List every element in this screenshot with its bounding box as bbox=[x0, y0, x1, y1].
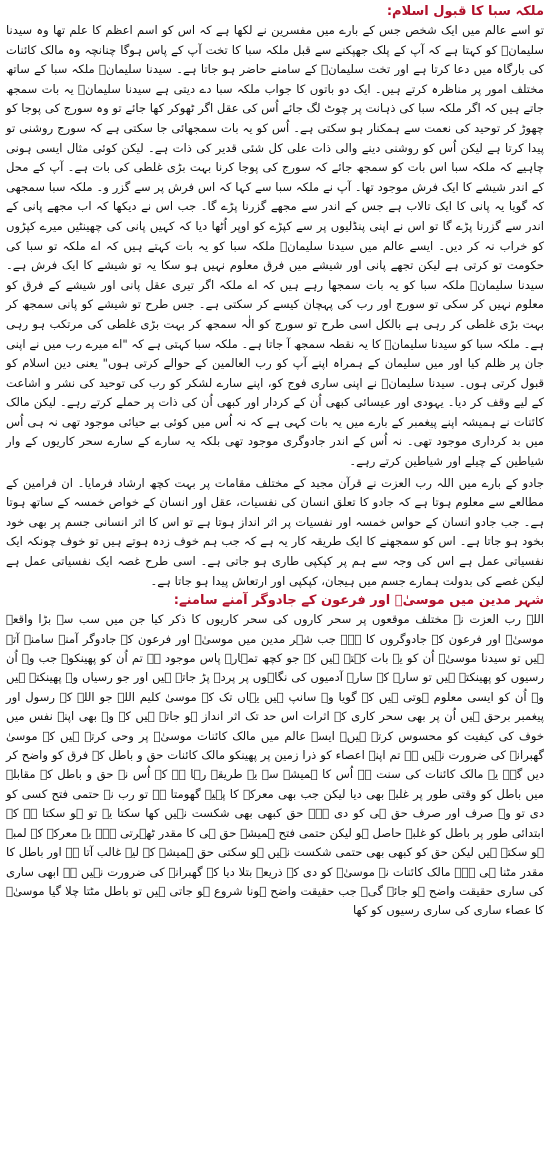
paragraph-queen-sheba: تو اسے عالم میں ایک شخص جس کے بارے میں مفسرین نے لکھا ہے کہ اس کو اسم اعظم کا علم تھا وہ سیدنا سلیمانؑ کو کہتا ہے کہ آپ کے پلک جھپکنے سے قبل ملکہ سبا کا تخت آپ کے پاس ہوگا چنانچہ وہ مالک کائنات کی بارگاہ میں دعا کرتا ہے اور تخت سلیمانؑ کے سامنے حاضر ہو جاتا ہے۔ سیدنا سلیمانؑ ملکہ سبا کے ساتھ مختلف امور پر مناظرہ کرتے ہیں۔ ایک دو باتوں کا جواب ملکہ سبا دے دیتی ہے سیدنا سلیمانؑ یہ بات سمجھ جاتے ہیں کہ اگر ملکہ سبا کی ذہانت پر چوٹ لگ جائے اُس کی عقل اگر ٹھوکر کھا جائے تو وہ سورج کی پوجا کو چھوڑ کر توحید کی نعمت سے ہمکنار ہو سکتی ہے۔ اُس کو یہ بات سمجھائی جا سکتی ہے کہ سورج روشنی تو پیدا کرتا ہے لیکن اُس کو روشنی دینے والی ذات علی کل شئی قدیر کی ذات ہے۔ لیکن کوئی مثال ایسی ہونی چاہیے کہ ملکہ سبا اس بات کو سمجھ جائے کہ سورج کی پوجا کرنا بہت بڑی غلطی کی بات ہے۔ آپ کے محل کے اندر شیشے کا ایک فرش موجود تھا۔ آپ نے ملکہ سبا سے کہا کہ اس فرش پر سے گزر و۔ ملکہ سبا سمجھی کہ گویا یہ پانی کا ایک تالاب ہے جس کے اندر سے مجھے گزرنا پڑے گا۔ جب اس نے دیکھا کہ اب مجھے پانی کے اندر سے گزرنا پڑے گا تو اس نے اپنی پنڈلیوں پر سے کپڑے کو اوپر اُٹھا دیا کہ کہیں پانی کی چھینٹیں میرے کپڑوں کو خراب نہ کر دیں۔ ایسے عالم میں سیدنا سلیمانؑ ملکہ سبا کو یہ بات کہتے ہیں کہ اے ملکہ تو سبا کی حکومت تو کرتی ہے لیکن تجھے پانی اور شیشے میں فرق معلوم نہیں ہو سکا یہ تو شیشے کا ایک فرش ہے۔ سیدنا سلیمانؑ ملکہ سبا کو یہ بات سمجھا رہے ہیں کہ اے ملکہ اگر تیری عقل پانی اور شیشے کے فرق کو معلوم نہیں کر سکی تو سورج اور رب کی پہچان کیسے کر سکتی ہے۔ جس طرح تو شیشے کو پانی سمجھ کر بہت بڑی غلطی کر رہی ہے بالکل اسی طرح تو سورج کو الٰہ سمجھ کر بہت بڑی غلطی کی مرتکب ہو رہی ہے۔ ملکہ سبا کو سیدنا سلیمانؑ کا یہ نقطہ سمجھ آ جاتا ہے۔ ملکہ سبا کہتی ہے کہ "اے میرے رب میں نے اپنی جان پر ظلم کیا اور میں سلیمان کے ہمراہ اپنے آپ کو رب العالمین کے حوالے کرتی ہوں" یعنی دین اسلام کو قبول کرتی ہوں۔ سیدنا سلیمانؑ نے اپنی ساری فوج کو، اپنے سارے لشکر کو رب کی توحید کی نشر و اشاعت کے لیے وقف کر دیا۔ یہودی اور عیسائی کبھی اُن کے کردار اور کبھی اُن کی ذات پر حملے کرتے رہے۔ لیکن مالک کائنات نے ہمیشہ اپنے پیغمبر کے بارے میں یہ بات کہی ہے کہ نہ اُس میں کوئی بے حیائی موجود تھی نہ ہی اُس میں بد کرداری موجود تھی۔ نہ اُس کے اندر جادوگری موجود تھی بلکہ یہ سارے کے سارے سحر کاریوں کے وار شیاطین کے چیلے اور شیاطین کرتے رہے۔ bbox=[6, 23, 544, 469]
paragraph-musa-magicians: اللہ رب العزت نے مختلف موقعوں پر سحر کاروں کی سحر کاریوں کا ذکر کیا جن میں سب سے بڑا واقعہ موسیٰؑ اور فرعون کے جادوگروں کا ہے۔ جب شہر مدین میں موسیٰؑ اور فرعون کے جادوگر آمنے سامنے آتے ہیں تو سیدنا موسیٰؑ اُن کو یہ بات کہتے ہیں کہ جو کچھ تمہارے پاس موجود ہے تم اُن کو پھینکو۔ جب وہ اُن رسیوں کو پھینکتے ہیں تو سارے کے سارے آدمیوں کی نگاہوں پر پردے پڑ جاتے ہیں اور جو رسیاں وہ پھینکتے ہیں وہ اُن کو ایسی معلوم ہوتی ہیں کہ گویا وہ سانپ ہیں یہاں تک کہ موسیٰ کلیم اللہ جو اللہ کے رسول اور پیغمبر برحق ہیں اُن پر بھی سحر کاری کے اثرات اس حد تک اثر انداز ہو جاتے ہیں کہ وہ بھی اپنے نفس میں خوف کی کیفیت کو محسوس کرتے ہیں۔ ایسے عالم میں مالک کائنات موسیٰؑ پر وحی کرتے ہیں کہ موسیٰ گھبرانے کی ضرورت نہیں ہے تم اپنے اعصاء کو ذرا زمین پر پھینکو مالک کائنات حق و باطل کے فرق کو واضح کر دیں گے۔ یہ مالک کائنات کی سنت ہے اُس کا ہمیشہ سے یہ طریقہ رہا ہے کہ اُس نے حق و باطل کے مقابلے میں باطل کو وقتی طور پر غلبہ بھی دیا لیکن جب بھی معرکے کا پہیہ گھومتا ہے تو رب نے حتمی فتح کسی کو دی تو وہ صرف اور صرف حق ہی کو دی ہے۔ حق کبھی بھی شکست نہیں کھا سکتا یہ تو ہو سکتا ہے کہ ابتدائی طور پر باطل کو غلبہ حاصل ہو لیکن حتمی فتح ہمیشہ حق ہی کا مقدر ٹھہرتی ہے۔ یہ معرکے کے لمبے ہو سکتے ہیں لیکن حق کو کبھی بھی حتمی شکست نہیں ہو سکتی حق ہمیشہ کے لیے غالب آتا ہے اور باطل کا مقدر مٹنا ہی ہے۔ مالک کائنات نے موسیٰؑ کو دی کے ذریعے بتلا دیا کہ گھبرانے کی ضرورت نہیں ہے ابھی ساری کی ساری حقیقت واضح ہو جائے گی۔ جب حقیقت واضح ہونا شروع ہو جاتی ہیں تو باطل مٹتا چلا گیا موسیٰؑ کا عصاء ساری کی ساری رسیوں کو کھا bbox=[6, 612, 544, 918]
section-heading-queen-sheba: ملکہ سبا کا قبول اسلام: bbox=[386, 4, 544, 19]
paragraph-magic: جادو کے بارے میں اللہ رب العزت نے قرآن مجید کے مختلف مقامات پر بہت کچھ ارشاد فرمایا۔ ان فرامین کے مطالعے سے معلوم ہوتا ہے کہ جادو کا تعلق انسان کی نفسیات، عقل اور انسان کے خواص خمسہ کے ساتھ ہوتا ہے۔ جب جادو انسان کے حواس خمسہ اور نفسیات پر اثر انداز ہوتا ہے تو اس کا اثر انسانی جسم پر بھی خود بخود ہو جاتا ہے۔ اس کو سمجھنے کا ایک طریقہ کار یہ ہے کہ جب ہم خوف زدہ ہوتے ہیں تو خوف چونکہ ایک نفسیاتی عمل ہے اس کی وجہ سے ہم پر کپکپی طاری ہو جاتی ہے۔ اسی طرح غصہ ایک نفسیاتی عمل ہے لیکن غصے کی بدولت ہمارے جسم میں ہیجان، کپکپی اور ارتعاش پیدا ہو جاتا ہے۔ bbox=[6, 475, 544, 588]
section-heading-madyan: شہر مدین میں موسیٰؑ اور فرعون کے جادوگر آمنے سامنے: bbox=[173, 593, 544, 609]
